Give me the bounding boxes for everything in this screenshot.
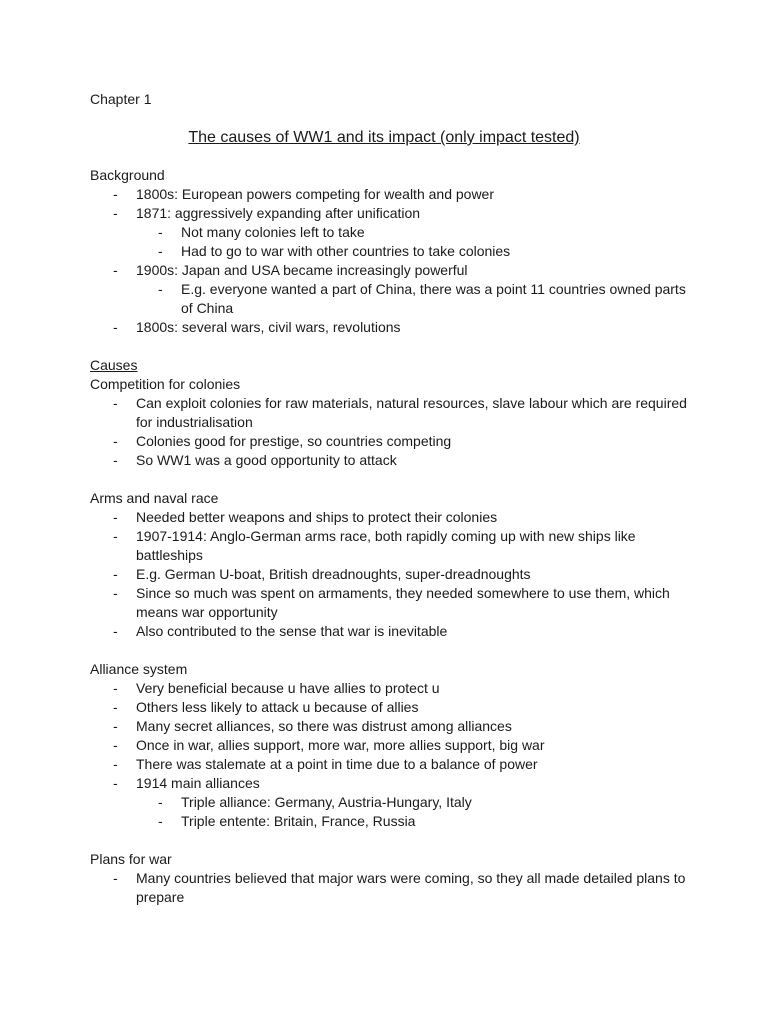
subsection-heading-arms: Arms and naval race: [90, 490, 219, 506]
list-item-text: There was stalemate at a point in time due to a balance of power: [136, 756, 538, 772]
sub-list-item: [136, 223, 690, 242]
subsection-heading-alliance: Alliance system: [90, 661, 188, 677]
list-item-text: 1907-1914: Anglo-German arms race, both rapidly coming up with new ships like battleships: [136, 528, 636, 563]
dash-bullet: -: [158, 281, 163, 297]
list-item: [90, 736, 690, 755]
subsection-heading-competition: Competition for colonies: [90, 376, 241, 392]
dash-bullet: -: [158, 243, 163, 259]
sub-list: [136, 793, 690, 831]
list-item: [90, 451, 690, 470]
list-item-text: 1800s: several wars, civil wars, revolutions: [136, 319, 401, 335]
sub-list-item-text: E.g. everyone wanted a part of China, there was a point 11 countries owned parts of China: [181, 281, 686, 316]
list-item: [90, 318, 690, 337]
list-item: [90, 584, 690, 622]
sub-list-item-text: Triple alliance: Germany, Austria-Hungary, Italy: [181, 794, 472, 810]
competition-list: [90, 394, 690, 470]
dash-bullet: -: [113, 623, 118, 639]
list-item-text: Many secret alliances, so there was distrust among alliances: [136, 718, 512, 734]
section-heading-causes: Causes: [90, 357, 138, 373]
list-item-text: Once in war, allies support, more war, more allies support, big war: [136, 737, 545, 753]
dash-bullet: -: [158, 813, 163, 829]
list-item: [90, 508, 690, 527]
list-item: [90, 622, 690, 641]
list-item-text: 1900s: Japan and USA became increasingly powerful: [136, 262, 468, 278]
list-item-text: Since so much was spent on armaments, they needed somewhere to use them, which means war opportunity: [136, 585, 670, 620]
dash-bullet: -: [113, 775, 118, 791]
chapter-label: Chapter 1: [90, 91, 152, 107]
sub-list-item: [136, 280, 690, 318]
dash-bullet: -: [113, 680, 118, 696]
list-item: [90, 527, 690, 565]
sub-list: [136, 223, 690, 261]
list-item: [90, 261, 690, 318]
document-page: [90, 90, 690, 907]
dash-bullet: -: [113, 585, 118, 601]
list-item: [90, 185, 690, 204]
list-item-text: Very beneficial because u have allies to protect u: [136, 680, 440, 696]
list-item: [90, 394, 690, 432]
dash-bullet: -: [113, 756, 118, 772]
list-item: [90, 755, 690, 774]
list-item: [90, 869, 690, 907]
dash-bullet: -: [113, 870, 118, 886]
sub-list-item-text: Triple entente: Britain, France, Russia: [181, 813, 416, 829]
list-item-text: 1800s: European powers competing for wealth and power: [136, 186, 494, 202]
dash-bullet: -: [113, 452, 118, 468]
sub-list: [136, 280, 690, 318]
list-item-text: 1914 main alliances: [136, 775, 260, 791]
dash-bullet: -: [113, 186, 118, 202]
list-item-text: Others less likely to attack u because of allies: [136, 699, 419, 715]
sub-list-item-text: Not many colonies left to take: [181, 224, 365, 240]
list-item: [90, 698, 690, 717]
list-item: [90, 679, 690, 698]
dash-bullet: -: [113, 395, 118, 411]
dash-bullet: -: [113, 433, 118, 449]
list-item-text: Many countries believed that major wars were coming, so they all made detailed plans to prepare: [136, 870, 686, 905]
dash-bullet: -: [158, 224, 163, 240]
subsection-heading-plans: Plans for war: [90, 851, 172, 867]
document-title: The causes of WW1 and its impact (only impact tested): [188, 129, 580, 146]
dash-bullet: -: [113, 528, 118, 544]
dash-bullet: -: [113, 566, 118, 582]
list-item-text: Needed better weapons and ships to protect their colonies: [136, 509, 498, 525]
dash-bullet: -: [113, 737, 118, 753]
sub-list-item-text: Had to go to war with other countries to take colonies: [181, 243, 511, 259]
sub-list-item: [136, 812, 690, 831]
list-item: [90, 204, 690, 261]
dash-bullet: -: [113, 319, 118, 335]
dash-bullet: -: [158, 794, 163, 810]
list-item: [90, 565, 690, 584]
dash-bullet: -: [113, 718, 118, 734]
dash-bullet: -: [113, 205, 118, 221]
list-item-text: E.g. German U-boat, British dreadnoughts, super-dreadnoughts: [136, 566, 531, 582]
dash-bullet: -: [113, 262, 118, 278]
list-item-text: Can exploit colonies for raw materials, natural resources, slave labour which are required for industrialisation: [136, 395, 687, 430]
list-item-text: So WW1 was a good opportunity to attack: [136, 452, 397, 468]
list-item-text: Also contributed to the sense that war is inevitable: [136, 623, 448, 639]
dash-bullet: -: [113, 699, 118, 715]
background-list: [90, 185, 690, 337]
arms-list: [90, 508, 690, 641]
alliance-list: [90, 679, 690, 831]
list-item: [90, 774, 690, 831]
list-item: [90, 717, 690, 736]
sub-list-item: [136, 242, 690, 261]
sub-list-item: [136, 793, 690, 812]
section-heading-background: Background: [90, 167, 165, 183]
dash-bullet: -: [113, 509, 118, 525]
plans-list: [90, 869, 690, 907]
list-item-text: 1871: aggressively expanding after unification: [136, 205, 421, 221]
list-item-text: Colonies good for prestige, so countries competing: [136, 433, 452, 449]
list-item: [90, 432, 690, 451]
